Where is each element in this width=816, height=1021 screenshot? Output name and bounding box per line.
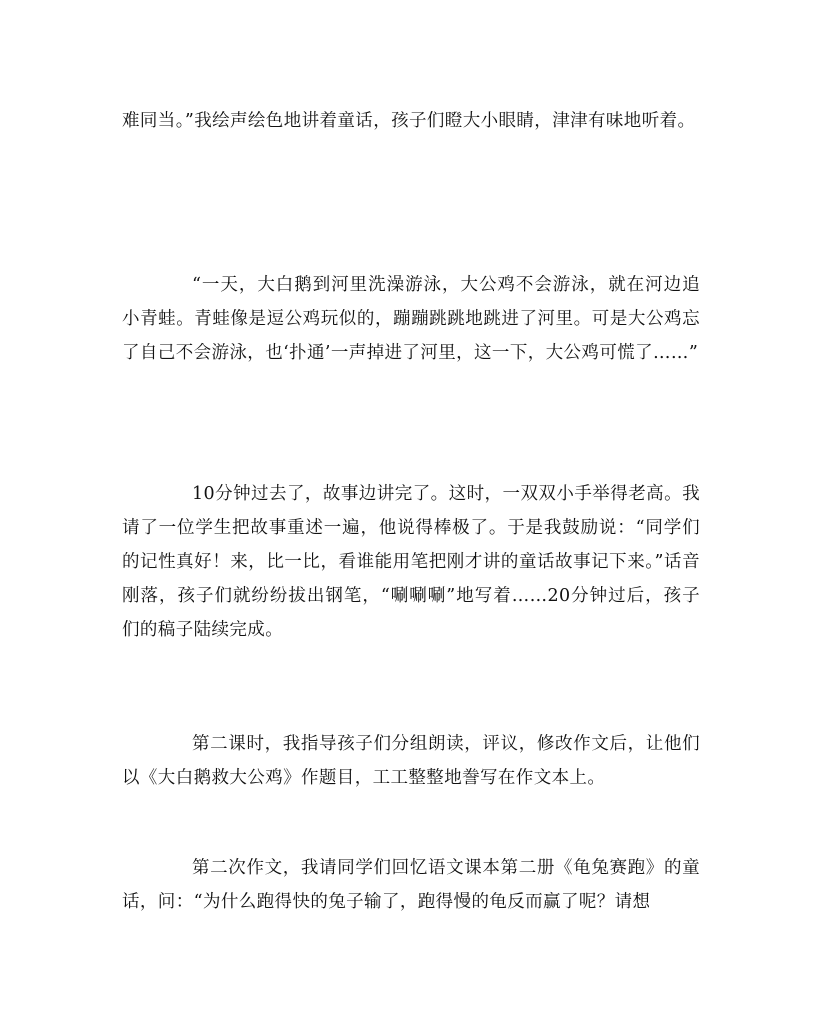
- paragraph-5: 第二次作文，我请同学们回忆语文课本第二册《龟兔赛跑》的童话，问：“为什么跑得快的兔子输了，跑得慢的龟反而赢了呢？请想: [122, 858, 700, 912]
- paragraph-1: 难同当。”我绘声绘色地讲着童话，孩子们瞪大小眼睛，津津有味地听着。: [122, 111, 696, 131]
- paragraph-4: 第二课时，我指导孩子们分组朗读，评议，修改作文后，让他们以《大白鹅救大公鸡》作题目，工工整整地誊写在作文本上。: [122, 734, 700, 788]
- paragraph-2: “一天，大白鹅到河里洗澡游泳，大公鸡不会游泳，就在河边追小青蛙。青蛙像是逗公鸡玩似的，蹦蹦跳跳地跳进了河里。可是大公鸡忘了自己不会游泳，也‘扑通’一声掉进了河里，这一下，大公鸡可慌了……”: [122, 275, 700, 363]
- paragraph-3: 10分钟过去了，故事边讲完了。这时，一双双小手举得老高。我请了一位学生把故事重述一遍，他说得棒极了。于是我鼓励说：“同学们的记性真好！来，比一比，看谁能用笔把刚才讲的童话故事记下来。”话音刚落，孩子们就纷纷拔出钢笔，“唰唰唰”地写着……20分钟过后，孩子们的稿子陆续完成。: [122, 484, 700, 640]
